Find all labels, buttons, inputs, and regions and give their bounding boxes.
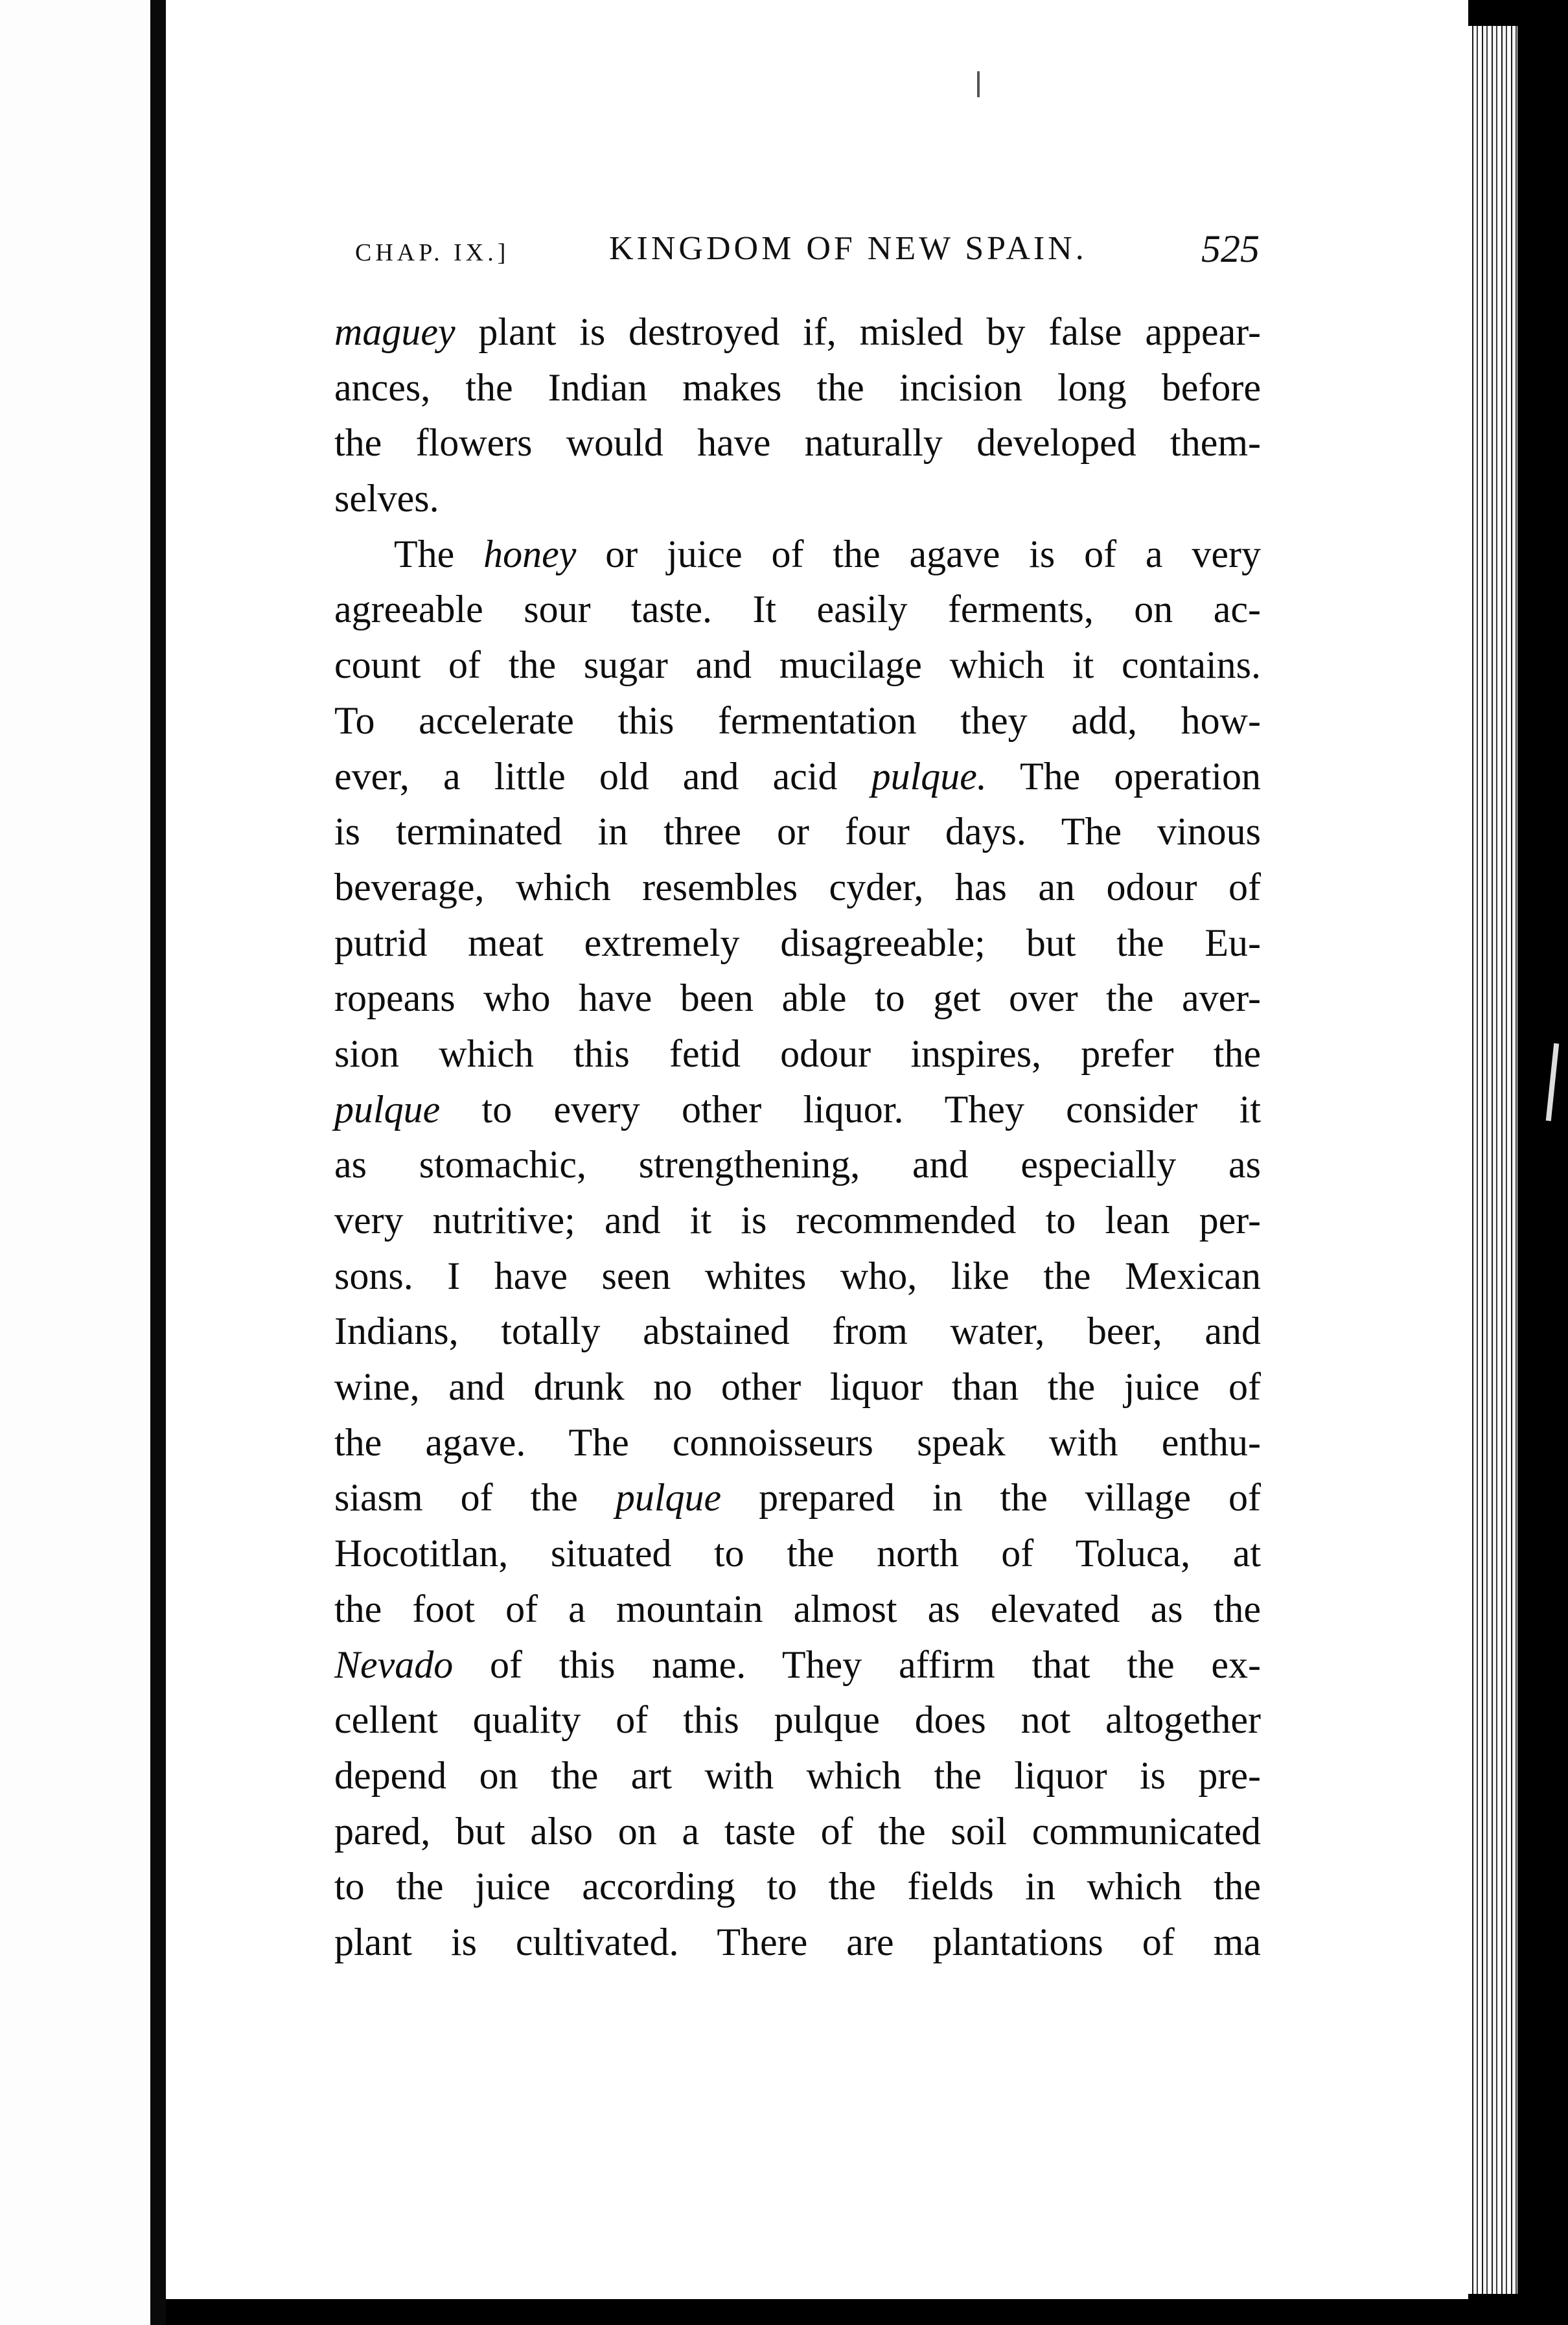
running-header <box>355 228 1262 280</box>
text-line <box>334 305 1261 360</box>
text-run: sion which this fetid odour inspires, prefer the <box>334 1032 1261 1075</box>
book-gutter <box>150 0 166 2325</box>
text-line <box>334 1748 1261 1804</box>
text-run: ances, the Indian makes the incision long before <box>334 365 1261 409</box>
text-line <box>334 1304 1261 1359</box>
text-run: depend on the art with which the liquor is pre- <box>334 1753 1261 1797</box>
text-run: to every other liquor. They consider it <box>440 1087 1261 1131</box>
text-line <box>334 1082 1261 1138</box>
text-run: putrid meat extremely disagreeable; but the Eu- <box>334 921 1261 964</box>
text-line <box>334 971 1261 1026</box>
scan-border-right <box>1517 0 1568 2325</box>
text-line <box>334 360 1261 416</box>
text-line <box>334 1359 1261 1415</box>
text-run: selves. <box>334 477 439 520</box>
text-run: or juice of the agave is of a very <box>576 532 1262 575</box>
text-line <box>334 1915 1261 1971</box>
italic-term: pulque. <box>871 754 987 798</box>
text-run: agreeable sour taste. It easily ferments, on ac- <box>334 588 1261 631</box>
text-run: very nutritive; and it is recommended to lean per- <box>334 1199 1261 1242</box>
italic-term: pulque <box>334 1087 441 1131</box>
text-run: plant is cultivated. There are plantations of ma <box>334 1920 1261 1963</box>
text-run: ever, a little old and acid <box>334 754 871 798</box>
text-line <box>334 916 1261 971</box>
text-line <box>334 1637 1261 1693</box>
text-run: The operation <box>986 754 1262 798</box>
text-run: of this name. They affirm that the ex- <box>453 1643 1261 1686</box>
text-line <box>334 1137 1261 1193</box>
text-run: The <box>394 532 484 575</box>
page-number: 525 <box>1201 227 1260 270</box>
chapter-label: CHAP. IX.] <box>355 239 510 266</box>
text-run: count of the sugar and mucilage which it contains. <box>334 643 1261 687</box>
text-line <box>334 1026 1261 1082</box>
italic-term: Nevado <box>334 1643 454 1686</box>
text-run: is terminated in three or four days. The vinous <box>334 810 1261 853</box>
text-line <box>334 1470 1261 1526</box>
text-line <box>334 471 1261 527</box>
text-line <box>334 1415 1261 1471</box>
text-run: to the juice according to the fields in which the <box>334 1865 1261 1908</box>
page-edges-stack <box>1468 26 1517 2294</box>
italic-term: pulque <box>615 1476 722 1520</box>
text-line <box>334 582 1261 638</box>
text-line <box>334 1859 1261 1915</box>
text-line <box>334 1582 1261 1637</box>
text-run: wine, and drunk no other liquor than the juice of <box>334 1365 1261 1409</box>
text-line <box>334 1249 1261 1304</box>
text-line <box>334 1193 1261 1249</box>
text-run: siasm of the <box>334 1476 616 1520</box>
text-line <box>334 1804 1261 1860</box>
text-run: the flowers would have naturally developed them- <box>334 421 1261 465</box>
running-title: KINGDOM OF NEW SPAIN. <box>609 230 1087 267</box>
text-line <box>334 1693 1261 1748</box>
text-run: prepared in the village of <box>721 1476 1262 1520</box>
text-run: To accelerate this fermentation they add, how- <box>334 699 1261 742</box>
italic-term: honey <box>483 532 577 575</box>
text-run: the agave. The connoisseurs speak with enthu- <box>334 1420 1261 1464</box>
text-run: the foot of a mountain almost as elevated as the <box>334 1587 1261 1630</box>
text-run: beverage, which resembles cyder, has an odour of <box>334 865 1261 908</box>
body-text <box>334 305 1261 1971</box>
stray-ink-mark <box>977 71 980 97</box>
text-line <box>334 693 1261 749</box>
text-line <box>334 415 1261 471</box>
text-line <box>334 749 1261 805</box>
text-run: pared, but also on a taste of the soil communicated <box>334 1809 1261 1853</box>
text-line <box>334 638 1261 693</box>
text-run: Indians, totally abstained from water, beer, and <box>334 1310 1261 1353</box>
text-run: plant is destroyed if, misled by false appear- <box>455 310 1261 353</box>
scan-border-bottom <box>166 2299 1517 2325</box>
text-run: sons. I have seen whites who, like the Mexican <box>334 1254 1261 1297</box>
text-line <box>334 804 1261 860</box>
previous-page-edge <box>0 0 150 2325</box>
text-run: ropeans who have been able to get over the aver- <box>334 977 1261 1020</box>
text-run: Hocotitlan, situated to the north of Toluca, at <box>334 1532 1261 1575</box>
text-run: cellent quality of this pulque does not altogether <box>334 1698 1261 1742</box>
text-line <box>334 860 1261 916</box>
italic-term: magueу <box>334 310 455 353</box>
text-line <box>334 1526 1261 1582</box>
text-run: as stomachic, strengthening, and especially as <box>334 1143 1261 1186</box>
text-line <box>334 527 1261 583</box>
